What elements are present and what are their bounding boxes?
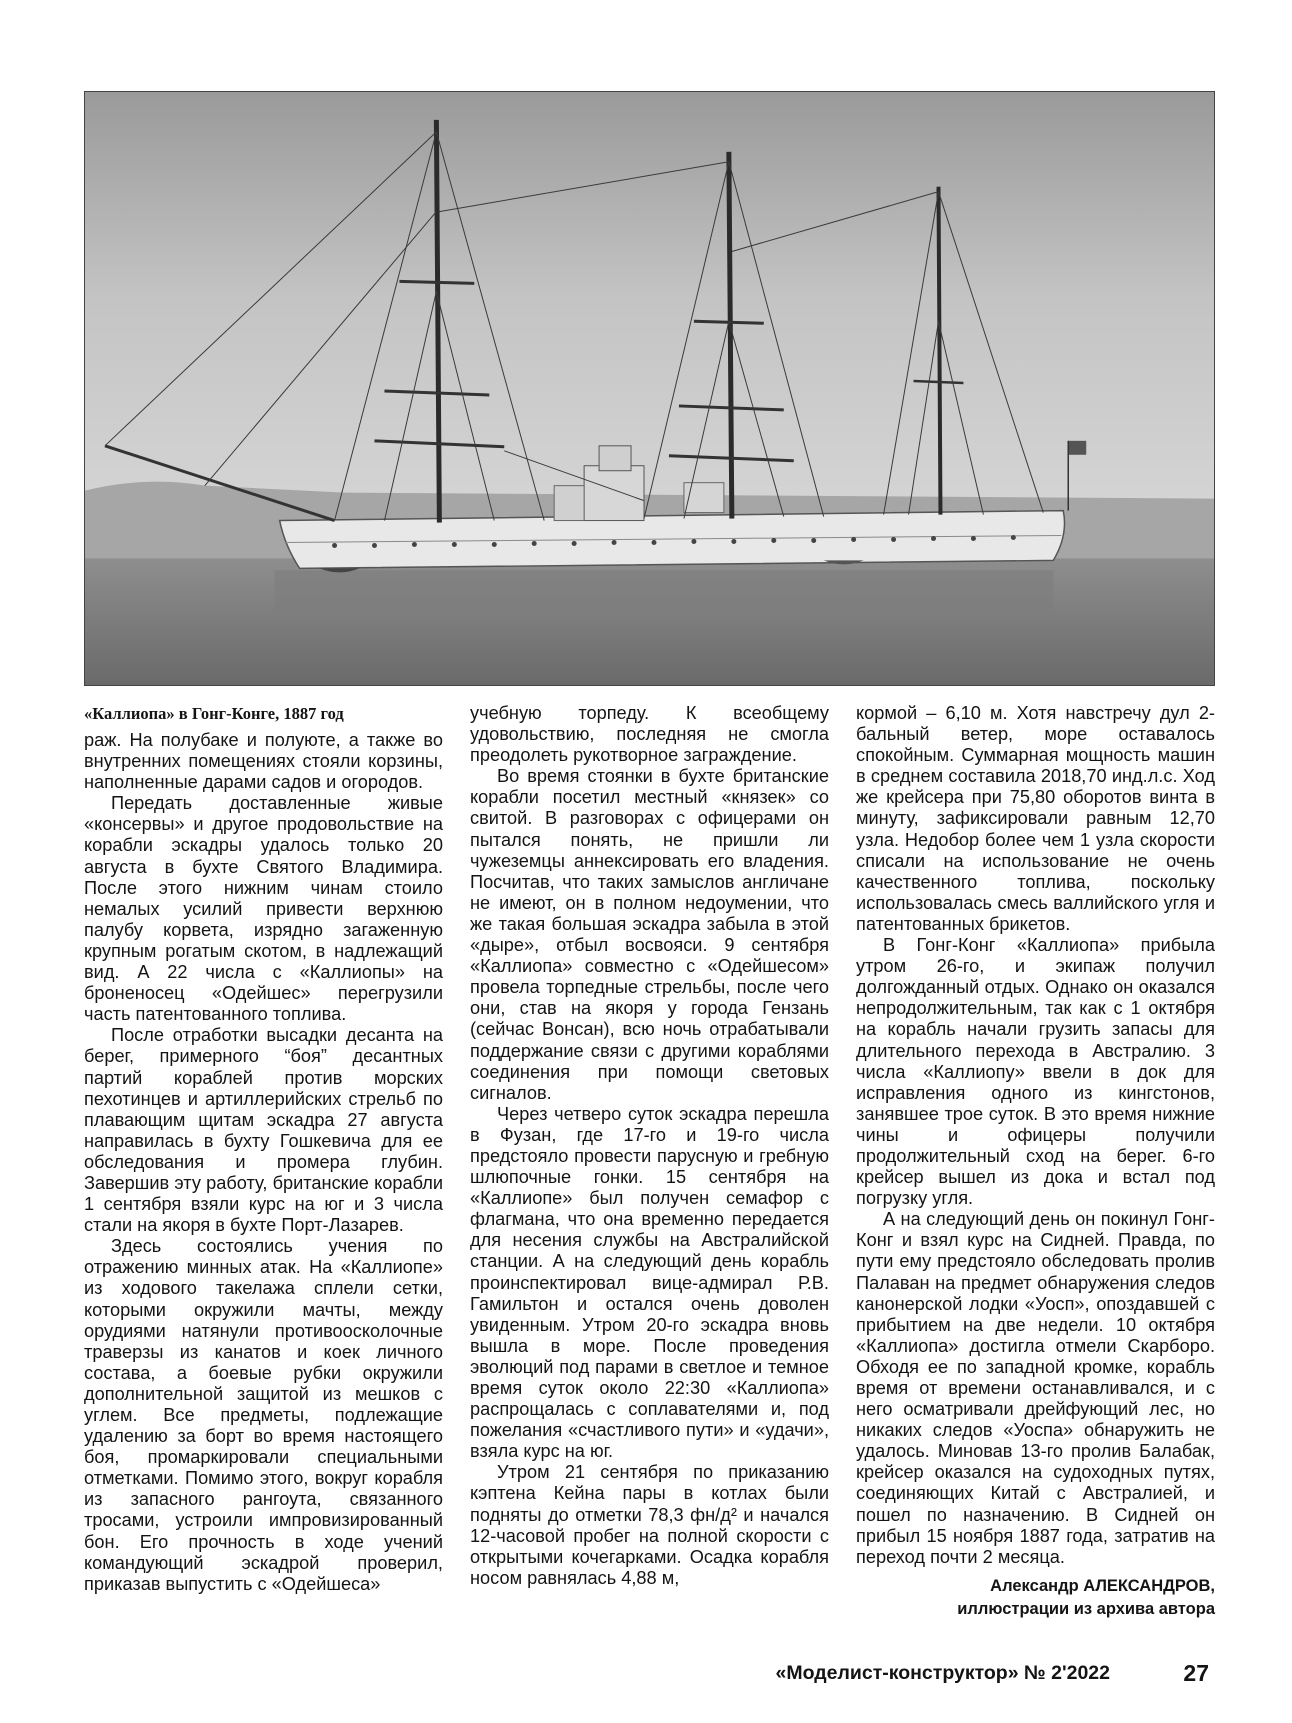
paragraph: раж. На полубаке и полуюте, а также во внутренних помещениях стояли корзины, наполненные дарами садов и огородов. — [84, 730, 443, 793]
paragraph: После отработки высадки десанта на берег, примерного “боя” десантных партий кораблей против морских пехотинцев и артиллерийских стрельб по плавающим щитам эскадра 27 августа направилась в бухту Гошкевича для ее обследования и промера глубин. Завершив эту работу, британские корабли 1 сентября взяли курс на юг и 3 числа стали на якоря в бухте Порт-Лазарев. — [84, 1025, 443, 1236]
text-column-1 — [84, 703, 443, 1595]
paragraph: Утром 21 сентября по приказанию кэптена Кейна пары в котлах были подняты до отметки 78,3 фн/д² и начался 12-часовой пробег на полной скорости с открытыми кочегарками. Осадка корабля носом равнялась 4,88 м, — [470, 1462, 829, 1588]
paragraph: учебную торпеду. К всеобщему удовольствию, последняя не смогла преодолеть рукотворное заграждение. — [470, 703, 829, 766]
paragraph: кормой – 6,10 м. Хотя навстречу дул 2-бальный ветер, море оставалось спокойным. Суммарная мощность машин в среднем составила 2018,70 инд.л.с. Ход же крейсера при 75,80 оборотов винта в минуту, зафиксировали равным 12,70 узла. Недобор более чем 1 узла скорости списали на использование не очень качественного топлива, поскольку использовалась смесь валлийского угля и патентованных брикетов. — [856, 703, 1215, 934]
photo-caption: «Каллиопа» в Гонг-Конге, 1887 год — [84, 704, 344, 723]
corvette-photo-icon — [85, 92, 1214, 685]
text-column-2 — [470, 703, 829, 1589]
ship-photo — [84, 91, 1215, 686]
magazine-issue: «Моделист-конструктор» № 2'2022 — [775, 1662, 1110, 1684]
paragraph: Во время стоянки в бухте британские корабли посетил местный «князек» со свитой. В разговорах с офицерами он пытался понять, не пришли ли чужеземцы аннексировать его владения. Посчитав, что таких замыслов англичане не имеют, он в полном недоумении, что же такая большая эскадра забыла в этой «дыре», отбыл восвояси. 9 сентября «Каллиопа» совместно с «Одейшесом» провела торпедные стрельбы, после чего они, став на якоря у города Гензань (сейчас Вонсан), всю ночь отрабатывали поддержание связи с другими кораблями соединения при помощи световых сигналов. — [470, 766, 829, 1103]
author-credit — [856, 1575, 1215, 1621]
paragraph: В Гонг-Конг «Каллиопа» прибыла утром 26-го, и экипаж получил долгожданный отдых. Однако он оказался непродолжительным, так как с 1 октября на корабль начали грузить запасы для длительного перехода в Австралию. 3 числа «Каллиопу» ввели в док для исправления одного из кингстонов, занявшее трое суток. В это время нижние чины и офицеры получили продолжительный сход на берег. 6-го крейсер вышел из дока и встал под погрузку угля. — [856, 935, 1215, 1209]
page-footer — [84, 1662, 1215, 1692]
text-column-3 — [856, 703, 1215, 1621]
paragraph: А на следующий день он покинул Гонг-Конг и взял курс на Сидней. Правда, по пути ему предстояло обследовать пролив Палаван на предмет обнаружения следов канонерской лодки «Уосп», опоздавшей с прибытием на две недели. 10 октября «Каллиопа» достигла отмели Скарборо. Обходя ее по западной кромке, корабль время от времени останавливался, и с него осматривали дрейфующий лес, но никаких следов «Уоспа» обнаружить не удалось. Миновав 13-го пролив Балабак, крейсер оказался на судоходных путях, соединяющих Китай с Австралией, и пошел по назначению. В Сидней он прибыл 15 ноября 1887 года, затратив на переход почти 2 месяца. — [856, 1209, 1215, 1567]
page-number: 27 — [1183, 1660, 1209, 1686]
paragraph: Здесь состоялись учения по отражению минных атак. На «Каллиопе» из ходового такелажа сплели сетки, которыми окружили мачты, между орудиями натянули противоосколочные траверзы из канатов и коек личного состава, а боевые рубки окружили дополнительной защитой из мешков с углем. Все предметы, подлежащие удалению за борт во время настоящего боя, промаркировали специальными отметками. Помимо этого, вокруг корабля из запасного рангоута, связанного тросами, устроили импровизированный бон. Его прочность в ходе учений командующий эскадрой проверил, приказав выпустить с «Одейшеса» — [84, 1236, 443, 1594]
illustration-credit: иллюстрации из архива автора — [957, 1599, 1215, 1618]
author-name: Александр АЛЕКСАНДРОВ, — [990, 1576, 1215, 1595]
paragraph: Через четверо суток эскадра перешла в Фузан, где 17-го и 19-го числа предстояло провести парусную и гребную шлюпочные гонки. 15 сентября на «Каллиопе» был получен семафор с флагмана, что она временно передается для несения службы на Австралийской станции. А на следующий день корабль проинспектировал вице-адмирал Р.В. Гамильтон и остался очень доволен увиденным. Утром 20-го эскадра вновь вышла в море. После проведения эволюций под парами в светлое и темное время суток около 22:30 «Каллиопа» распрощалась с соплавателями и, под пожелания «счастливого пути» и «удачи», взяла курс на юг. — [470, 1103, 829, 1462]
paragraph: Передать доставленные живые «консервы» и другое продовольствие на корабли эскадры удалось только 20 августа в бухте Святого Владимира. После этого нижним чинам стоило немалых усилий привести верхнюю палубу корвета, изрядно загаженную крупным рогатым скотом, в надлежащий вид. А 22 числа с «Каллиопы» на броненосец «Одейшес» перегрузили часть патентованного топлива. — [84, 793, 443, 1025]
